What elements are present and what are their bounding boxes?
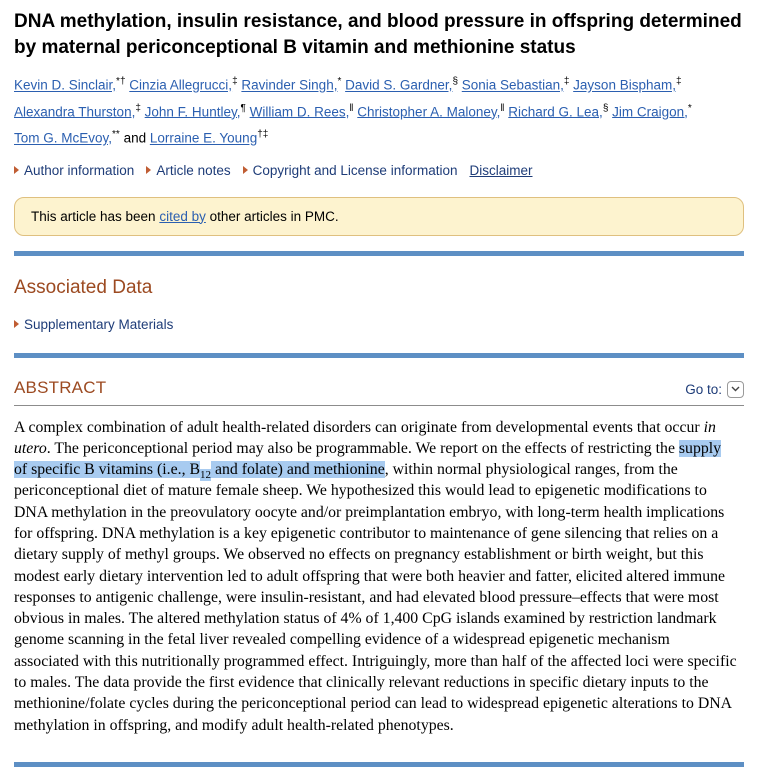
- abstract-italic-text: in utero: [14, 418, 716, 457]
- abstract-heading: ABSTRACT: [14, 377, 107, 397]
- text-selection-highlight: and folate) and methionine: [211, 461, 385, 479]
- abstract-plain-text: . The periconceptional period may also be programmable. We report on the effects of restricting the: [46, 439, 679, 457]
- author-link[interactable]: Jim Craigon,: [612, 104, 688, 119]
- author-superscript: ‖: [500, 102, 505, 114]
- author-superscript: *†: [116, 76, 126, 87]
- author-link[interactable]: Tom G. McEvoy,: [14, 130, 113, 146]
- author-superscript: †‡: [257, 129, 269, 140]
- author-line: [14, 123, 744, 150]
- goto-widget: [685, 381, 744, 398]
- author-link[interactable]: David S. Gardner,: [345, 77, 453, 93]
- bullet-triangle-icon: [243, 166, 248, 174]
- abstract-text: [14, 417, 738, 736]
- bullet-triangle-icon: [14, 166, 19, 174]
- goto-label: Go to:: [685, 381, 722, 397]
- author-list: [14, 70, 744, 150]
- notice-text-after: other articles in PMC.: [205, 208, 339, 224]
- author-superscript: ‡: [135, 102, 141, 114]
- bullet-triangle-icon: [146, 166, 151, 174]
- author-link[interactable]: Kevin D. Sinclair,: [14, 77, 117, 93]
- associated-data-heading: Associated Data: [14, 276, 153, 298]
- author-line: [14, 70, 744, 97]
- section-divider-bottom: [14, 762, 744, 767]
- author-superscript: **: [112, 129, 120, 140]
- author-link[interactable]: William D. Rees,: [249, 104, 350, 119]
- author-link[interactable]: John F. Huntley,: [144, 104, 241, 119]
- author-superscript: ‖: [349, 102, 354, 114]
- subscript-text: 12: [200, 469, 212, 482]
- bullet-triangle-icon: [14, 320, 19, 328]
- notice-text-before: This article has been: [31, 208, 160, 224]
- author-connector: and: [123, 130, 150, 146]
- author-link[interactable]: Christopher A. Maloney,: [357, 104, 501, 119]
- supplementary-materials-row: [14, 317, 744, 332]
- abstract-plain-text: , within normal physiological ranges, from the periconceptional diet of mature female sheep. We hypothesized this would lead to epigenetic modifications to DNA methylation in the preovulatory oocyte and/or preimplantation embryo, with long-term health implications for offspring. DNA methylation is a key epigenetic contributor to maintenance of gene silencing that relies on a dietary supply of methyl groups. We observed no effects on pregnancy establishment or birth weight, but this modest early dietary intervention led to adult offspring that were both heavier and fatter, elicited altered immune responses to antigenic challenge, were insulin-resistant, and had elevated blood pressure–effects that were most obvious in males. The altered methylation status of 4% of 1,400 CpG islands examined by restriction landmark genome scanning in the fetal liver revealed compelling evidence of a widespread epigenetic mechanism associated with this nutritionally programmed effect. Intriguingly, more than half of the affected loci were specific to males. The data provide the first evidence that clinically relevant reductions in specific dietary inputs to the methionine/folate cycles during the periconceptional period can lead to widespread epigenetic alterations to DNA methylation in offspring, and modify adult health-related phenotypes.: [14, 461, 737, 734]
- abstract-plain-text: A complex combination of adult health-related disorders can originate from developmental events that occur: [14, 418, 704, 436]
- author-superscript: ¶: [240, 102, 246, 114]
- disclaimer-link[interactable]: Disclaimer: [469, 162, 533, 178]
- author-superscript: ‡: [675, 76, 682, 87]
- author-superscript: *: [687, 102, 692, 114]
- section-divider-middle: [14, 353, 744, 358]
- abstract-header: [14, 378, 744, 406]
- article-info-links: [14, 163, 744, 178]
- info-link-copyright-and-license-information[interactable]: Copyright and License information: [252, 162, 458, 178]
- pmc-article-page: [0, 9, 758, 736]
- author-link[interactable]: Alexandra Thurston,: [14, 104, 136, 119]
- author-superscript: *: [337, 76, 342, 87]
- goto-dropdown-button[interactable]: [727, 381, 744, 398]
- info-link-article-notes[interactable]: Article notes: [156, 162, 231, 178]
- chevron-down-icon: [731, 386, 740, 392]
- text-selection-highlight: supply of specific B vitamins (i.e., B: [14, 439, 722, 479]
- article-title: DNA methylation, insulin resistance, and blood pressure in offspring determined by maternal periconceptional B vitamin and methionine status: [14, 11, 742, 58]
- author-superscript: ‡: [232, 76, 238, 87]
- author-superscript: §: [452, 76, 458, 87]
- cited-by-notice: [14, 197, 744, 236]
- author-superscript: ‡: [563, 76, 570, 87]
- author-link[interactable]: Lorraine E. Young: [149, 130, 258, 146]
- author-line: [14, 97, 744, 124]
- author-superscript: §: [602, 102, 609, 114]
- author-link[interactable]: Jayson Bispham,: [573, 77, 676, 93]
- section-divider-top: [14, 251, 744, 256]
- info-link-author-information[interactable]: Author information: [24, 162, 135, 178]
- author-link[interactable]: Sonia Sebastian,: [461, 77, 564, 93]
- author-link[interactable]: Ravinder Singh,: [241, 77, 338, 93]
- author-link[interactable]: Richard G. Lea,: [508, 104, 603, 119]
- author-link[interactable]: Cinzia Allegrucci,: [129, 77, 233, 93]
- cited-by-link[interactable]: cited by: [159, 208, 206, 224]
- supplementary-materials-link[interactable]: Supplementary Materials: [24, 316, 174, 332]
